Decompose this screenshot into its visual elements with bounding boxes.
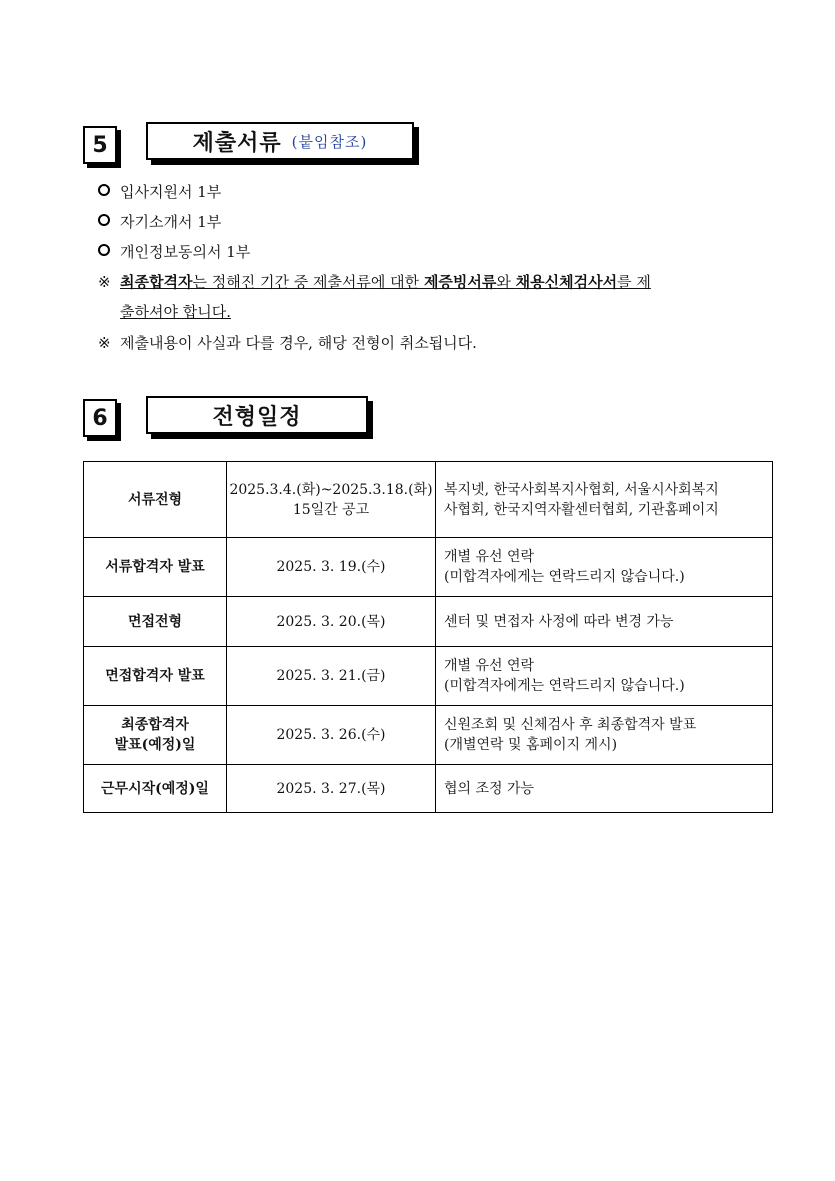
circle-bullet-icon: [98, 244, 110, 256]
stage-cell-line: 근무시작(예정)일: [101, 780, 209, 797]
stage-cell: [84, 706, 227, 765]
doc-item-2: [98, 212, 221, 232]
date-cell-line: 2025. 3. 20.(목): [276, 613, 386, 630]
doc-item-text: 개인정보동의서 1부: [120, 243, 251, 261]
note-emphasis: 채용신체검사서: [515, 273, 618, 291]
section-5-title-box: [146, 122, 414, 160]
note-emphasis: 최종합격자: [120, 273, 193, 291]
stage-cell: [84, 462, 227, 538]
doc-item-text: 자기소개서 1부: [120, 213, 222, 231]
schedule-row: [84, 706, 773, 765]
note-cell-line: 협의 조정 가능: [444, 780, 535, 797]
date-cell: [227, 765, 436, 813]
note-cell-line: 센터 및 면접자 사정에 따라 변경 가능: [444, 613, 674, 630]
note-text: [120, 273, 651, 291]
note-cell-line: 개별 유선 연락: [444, 549, 535, 565]
schedule-row: [84, 597, 773, 647]
note-final-applicant-line2: [120, 302, 231, 322]
note-text-part: 와: [496, 273, 516, 291]
circle-bullet-icon: [98, 214, 110, 226]
note-text-part: 는 정해진 기간 중 제출서류에 대한: [192, 273, 424, 291]
note-cell-line: (미합격자에게는 연락드리지 않습니다.): [444, 569, 685, 585]
date-cell-line: 2025. 3. 27.(목): [276, 780, 386, 797]
note-cell-line: 신원조회 및 신체검사 후 최종합격자 발표: [444, 717, 697, 733]
section-5-title: 제출서류: [192, 130, 282, 156]
section-6-number: 6: [83, 399, 117, 437]
note-text-part: 를 제: [617, 273, 651, 291]
schedule-row: [84, 462, 773, 538]
schedule-table: [83, 461, 773, 813]
note-cancellation: [98, 333, 477, 353]
section-6-title: 전형일정: [212, 404, 302, 430]
note-cell: [436, 765, 773, 813]
note-emphasis: 제증빙서류: [423, 273, 497, 291]
note-cell: [436, 647, 773, 706]
stage-cell: [84, 597, 227, 647]
date-cell: [227, 538, 436, 597]
date-cell-line: 2025. 3. 19.(수): [276, 559, 386, 575]
stage-cell-line: 면접전형: [127, 613, 183, 630]
schedule-row: [84, 765, 773, 813]
stage-cell-line: 최종합격자: [121, 717, 189, 733]
stage-cell-line: 서류전형: [127, 491, 183, 508]
date-cell: [227, 597, 436, 647]
note-cell-line: (개별연락 및 홈페이지 게시): [444, 737, 618, 753]
date-cell: [227, 706, 436, 765]
note-cell: [436, 597, 773, 647]
schedule-row: [84, 538, 773, 597]
note-text: 출하셔야 합니다.: [120, 303, 231, 321]
reference-mark: ※: [98, 334, 111, 352]
date-cell-line: 2025. 3. 21.(금): [276, 668, 386, 684]
date-cell: [227, 462, 436, 538]
date-cell: [227, 647, 436, 706]
stage-cell-line: 발표(예정)일: [114, 737, 196, 753]
note-text: 제출내용이 사실과 다를 경우, 해당 전형이 취소됩니다.: [120, 334, 477, 352]
note-cell: [436, 706, 773, 765]
section-5-subtitle: (붙임참조): [291, 132, 368, 151]
note-cell-line: 개별 유선 연락: [444, 658, 535, 674]
date-cell-line: 2025.3.4.(화)~2025.3.18.(화): [229, 481, 433, 498]
stage-cell: [84, 647, 227, 706]
doc-item-1: [98, 182, 221, 202]
stage-cell-line: 서류합격자 발표: [105, 559, 205, 575]
note-cell-line: (미합격자에게는 연락드리지 않습니다.): [444, 678, 685, 694]
schedule-row: [84, 647, 773, 706]
doc-item-text: 입사지원서 1부: [120, 183, 222, 201]
note-cell: [436, 462, 773, 538]
reference-mark: ※: [98, 273, 111, 291]
note-cell-line: 사협회, 한국지역자활센터협회, 기관홈페이지: [444, 501, 719, 518]
doc-item-3: [98, 242, 250, 262]
date-cell-line: 15일간 공고: [292, 501, 370, 518]
note-cell-line: 복지넷, 한국사회복지사협회, 서울시사회복지: [444, 481, 719, 498]
note-final-applicant: [98, 272, 651, 292]
stage-cell: [84, 765, 227, 813]
stage-cell-line: 면접합격자 발표: [105, 668, 205, 684]
section-5-number: 5: [83, 126, 117, 164]
note-cell: [436, 538, 773, 597]
circle-bullet-icon: [98, 184, 110, 196]
section-6-title-box: [146, 396, 368, 434]
stage-cell: [84, 538, 227, 597]
date-cell-line: 2025. 3. 26.(수): [276, 727, 386, 743]
